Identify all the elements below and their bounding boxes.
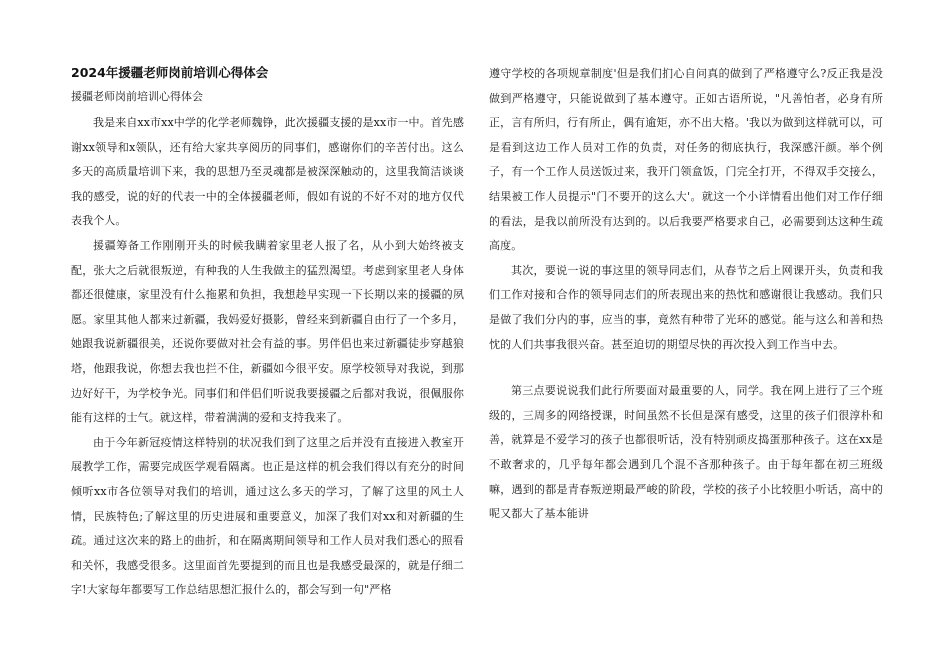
paragraph-rules-continued: 遵守学校的各项规章制度'但是我们扪心自问真的做到了严格遵守么?反正我是没做到严格遵守，只能说做到了基本遵守。正如古语所说，"凡善怕者，必身有所正，言有所归，行有所止，偶有逾矩，亦不出大格。'我以为做到这样就可以，可是看到这边工作人员对工作的负责，对任务的彻底执行，我深感汗颜。举个例子，有一个工作人员送饭过来，我开门领盒饭，门完全打开，不得双手交接么，结果被工作人员提示"门不要开的这么大'。就这一个小详情看出他们对工作仔细的看法，是我以前所没有达到的。以后我要严格要求自己，必需要到达这种生疏高度。 [489,67,883,253]
left-column [71,62,464,603]
right-column [489,62,883,527]
paragraph-leaders: 其次，要说一说的事这里的领导同志们，从春节之后上网课开头，负责和我们工作对接和合作的领导同志们的所表现出来的热忱和感谢很让我感动。我们只是做了我们分内的事，应当的事，竟然有种带了光环的感觉。能与这么和善和热忱的人们共事我很兴奋。甚至迫切的期望尽快的再次投入到工作当中去。 [489,263,883,351]
document-subtitle: 援疆老师岗前培训心得体会 [71,90,203,103]
paragraph-quarantine: 由于今年新冠疫情这样特别的状况我们到了这里之后并没有直接进入教室开展教学工作，需要完成医学观看隔离。也正是这样的机会我们得以有充分的时间倾听xx市各位领导对我们的培训，通过这么多天的学习，了解了这里的风土人情，民族特色;了解这里的历史进展和重要意义，加深了我们对xx和对新疆的生疏。通过这次来的路上的曲折，和在隔离期间领导和工作人员对我们悉心的照看和关怀，我感受很多。这里面首先要提到的而且也是我感受最深的，就是仔细二字!大家每年都要写工作总结思想汇报什么的，都会写到一句"严格 [71,435,464,597]
paragraph-preparation: 援疆筹备工作刚刚开头的时候我瞒着家里老人报了名，从小到大始终被支配，张大之后就很叛逆，有种我的人生我做主的猛烈渴望。考虑到家里老人身体都还很健康，家里没有什么拖累和负担，我想趁早实现一下长期以来的援疆的夙愿。家里其他人都来过新疆，我妈爱好摄影，曾经来到新疆自由行了一个多月，她跟我说新疆很美，还说你要做对社会有益的事。男伴侣也来过新疆徒步穿越狼塔，他跟我说，你想去我也拦不住，新疆如今很平安。原学校领导对我说，到那边好好干，为学校争光。同事们和伴侣们听说我要援疆之后都对我说，很佩服你能有这样的士气。就这样，带着满满的爱和支持我来了。 [71,238,464,425]
paragraph-gap [489,357,883,379]
paragraph-students: 第三点要说说我们此行所要面对最重要的人，同学。我在网上进行了三个班级的，三周多的网络授课，时间虽然不长但是深有感受，这里的孩子们很淳朴和善，就算是不爱学习的孩子也都很听话，没有特别顽皮捣蛋那种孩子。这在xx是不敢奢求的，几乎每年都会遇到几个混不吝那种孩子。由于每年都在初三班级嘛，遇到的都是青春叛逆期最严峻的阶段，学校的孩子小比较胆小听话，高中的呢又都大了基本能讲 [489,384,883,521]
document-title: 2024年援疆老师岗前培训心得体会 [71,65,269,80]
paragraph-intro: 我是来自xx市xx中学的化学老师魏铮，此次援疆支援的是xx市一中。首先感谢xx领导和x领队，还有给大家共享阅历的同事们，感谢你们的辛苦付出。这么多天的高质量培训下来，我的思想乃至灵魂都是被深深触动的，这里我简洁谈谈我的感受，说的好的代表一中的全体援疆老师，假如有说的不好不对的地方仅代表我个人。 [71,116,464,228]
